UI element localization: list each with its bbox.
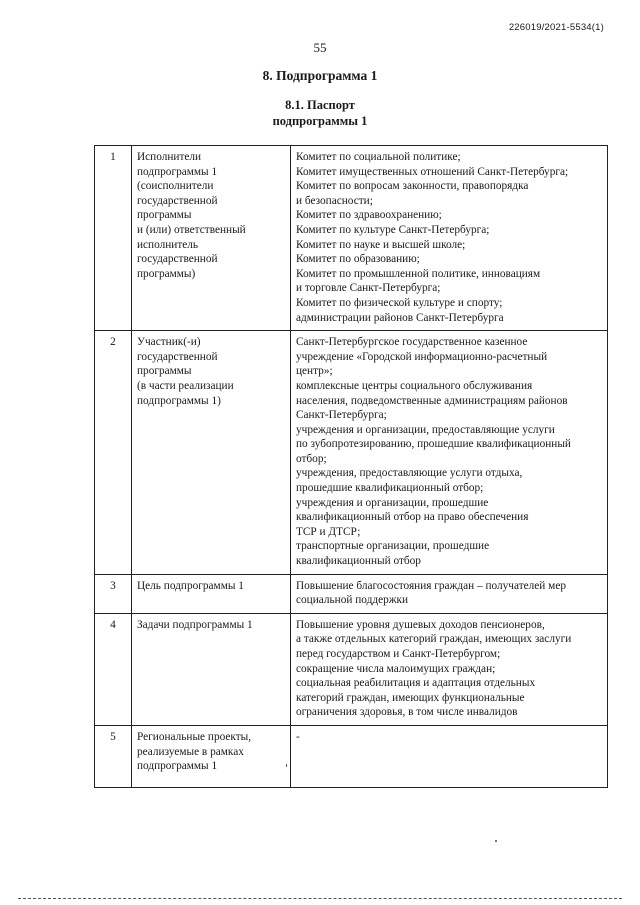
row-label-line: Исполнители: [137, 151, 202, 163]
row-label-line: государственной: [137, 253, 218, 266]
row-label-line: Региональные проекты,: [137, 730, 252, 743]
row-value-line: отбор;: [296, 452, 327, 465]
row-value-line: учреждения, предоставляющие услуги отдыха,: [296, 467, 523, 480]
row-label-line: Задачи подпрограммы 1: [137, 618, 253, 631]
scan-speck: [495, 840, 497, 842]
row-value-line: и безопасности;: [296, 194, 373, 207]
row-value: [291, 613, 608, 725]
row-label-line: реализуемые в рамках: [137, 745, 244, 758]
subsection-title: [0, 97, 640, 129]
row-value-line: Комитет по вопросам законности, правопорядка: [296, 180, 529, 193]
row-value-line: учреждение «Городской информационно-расчетный: [296, 350, 548, 363]
passport-row-2: [95, 331, 608, 575]
passport-row-3: [95, 574, 608, 613]
row-label-line: Цель подпрограммы 1: [137, 579, 244, 592]
row-value-line: ограничения здоровья, в том числе инвалидов: [296, 706, 518, 719]
row-number: 3: [95, 574, 132, 613]
row-value-line: прошедшие квалификационный отбор;: [296, 482, 484, 495]
row-value-line: администрации районов Санкт-Петербурга: [296, 311, 504, 324]
document-registration-number: 226019/2021-5534(1): [508, 22, 604, 33]
row-label-line: подпрограммы 1: [137, 760, 218, 773]
row-label-line: программы: [137, 365, 192, 378]
row-label-line: (соисполнители: [137, 180, 214, 193]
row-value-line: Комитет имущественных отношений Санкт-Петербурга;: [296, 165, 569, 178]
row-value: [291, 331, 608, 575]
row-value-line: учреждения и организации, предоставляющие услуги: [296, 423, 555, 436]
row-value-line: центр»;: [296, 365, 333, 378]
row-value-line: Повышение благосостояния граждан – получателей мер: [296, 579, 566, 592]
passport-table-body: [95, 146, 608, 788]
passport-row-4: [95, 613, 608, 725]
row-number: 5: [95, 725, 132, 787]
row-label: [132, 574, 291, 613]
row-value-line: Санкт-Петербурга;: [296, 409, 387, 422]
row-value-line: социальная реабилитация и адаптация отдельных: [296, 677, 536, 690]
row-label-line: (в части реализации: [137, 379, 234, 392]
row-label-line: исполнитель: [137, 238, 199, 251]
row-value-line: перед государством и Санкт-Петербургом;: [296, 648, 501, 660]
page-number: 55: [313, 40, 327, 55]
row-label: [132, 331, 291, 575]
section-title: 8. Подпрограмма 1: [262, 68, 378, 83]
row-label: [132, 613, 291, 725]
row-value-line: Комитет по науке и высшей школе;: [296, 238, 466, 251]
row-label-line: Участник(-и): [137, 336, 201, 349]
row-number: 1: [95, 146, 132, 331]
row-label-line: подпрограммы 1: [137, 165, 218, 178]
row-value-line: Повышение уровня душевых доходов пенсионеров,: [296, 618, 545, 631]
row-value-line: транспортные организации, прошедшие: [296, 540, 490, 553]
row-label: [132, 146, 291, 331]
row-label-line: и (или) ответственный: [137, 223, 246, 236]
row-label-line: государственной: [137, 350, 218, 363]
subsection-title-line-1: 8.1. Паспорт: [285, 98, 355, 112]
passport-table: [94, 145, 608, 788]
row-value-line: квалификационный отбор: [296, 555, 421, 568]
passport-row-5: [95, 725, 608, 787]
row-label-line: программы: [137, 209, 192, 222]
passport-row-1: [95, 146, 608, 331]
row-value-line: Комитет по образованию;: [296, 253, 420, 266]
row-value-line: и торговле Санкт-Петербурга;: [296, 282, 441, 295]
row-value-line: Комитет по здравоохранению;: [296, 209, 442, 222]
row-number: 2: [95, 331, 132, 575]
row-value-line: -: [296, 730, 300, 743]
row-value-line: по зубопротезированию, прошедшие квалификационный: [296, 438, 571, 451]
row-value-line: Комитет по физической культуре и спорту;: [296, 296, 503, 309]
row-value-line: социальной поддержки: [296, 594, 409, 607]
row-label: [132, 725, 291, 787]
subsection-title-line-2: подпрограммы 1: [272, 114, 368, 128]
row-value-line: категорий граждан, имеющих функциональные: [296, 691, 525, 704]
row-value: [291, 146, 608, 331]
row-value-line: квалификационный отбор на право обеспечения: [296, 511, 529, 524]
row-value-line: ТСР и ДТСР;: [296, 525, 361, 538]
row-label-line: государственной: [137, 194, 218, 207]
row-value-line: Комитет по промышленной политике, инновациям: [296, 267, 541, 280]
row-value: [291, 725, 608, 787]
row-label-line: подпрограммы 1): [137, 394, 221, 407]
row-value-line: сокращение числа малоимущих граждан;: [296, 662, 496, 675]
row-value-line: комплексные центры социального обслуживания: [296, 379, 533, 392]
row-label-line: программы): [137, 267, 196, 280]
row-value-line: Санкт-Петербургское государственное казенное: [296, 336, 528, 349]
row-value-line: учреждения и организации, прошедшие: [296, 496, 489, 509]
row-value-line: населения, подведомственные администрациям районов: [296, 394, 568, 407]
row-number: 4: [95, 613, 132, 725]
scan-speck: [286, 764, 287, 767]
row-value: [291, 574, 608, 613]
row-value-line: Комитет по культуре Санкт-Петербурга;: [296, 223, 490, 236]
page-bottom-edge: [18, 898, 622, 899]
row-value-line: Комитет по социальной политике;: [296, 151, 461, 163]
row-value-line: а также отдельных категорий граждан, имеющих заслуги: [296, 633, 572, 646]
